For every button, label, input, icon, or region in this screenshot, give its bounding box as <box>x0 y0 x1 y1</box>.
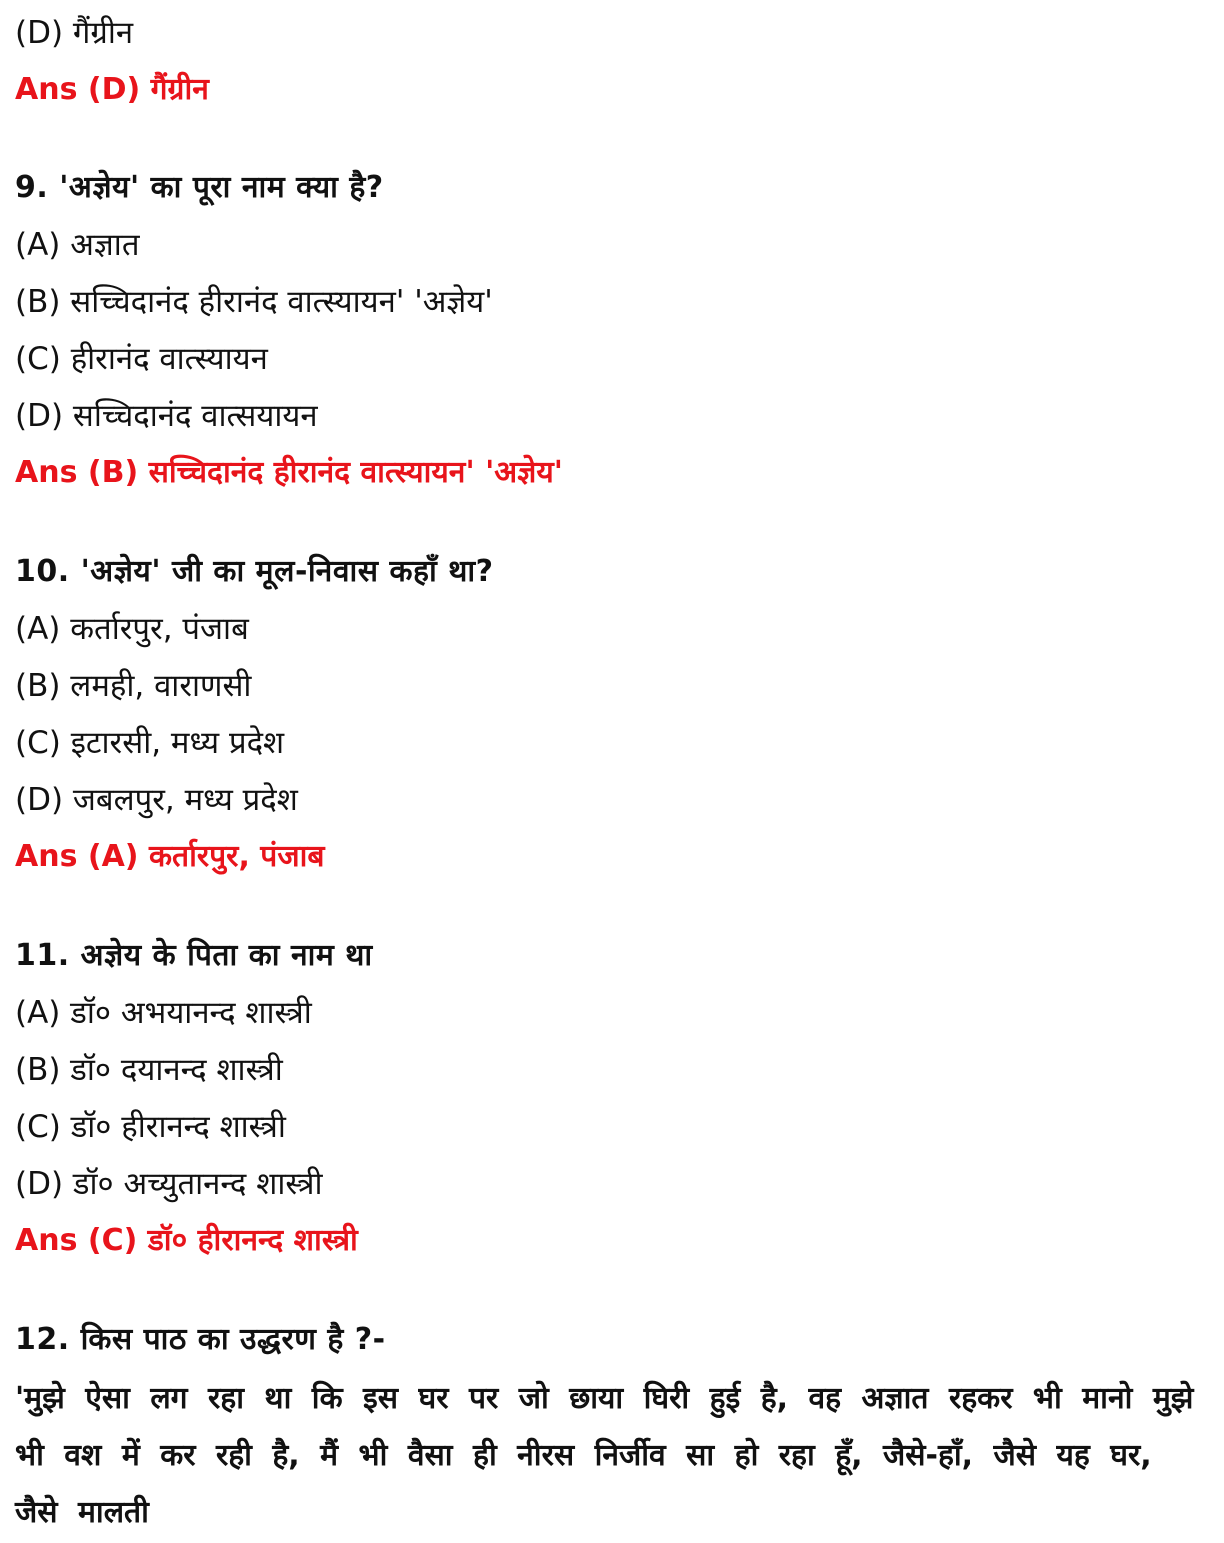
q10-option-d: (D) जबलपुर, मध्य प्रदेश <box>15 782 298 818</box>
q10-option-a: (A) कर्तारपुर, पंजाब <box>15 611 249 647</box>
q9-option-a: (A) अज्ञात <box>15 227 140 263</box>
q10-answer: Ans (A) कर्तारपुर, पंजाब <box>15 839 325 874</box>
q11-option-a: (A) डॉ० अभयानन्द शास्त्री <box>15 995 312 1031</box>
q11-question: 11. अज्ञेय के पिता का नाम था <box>15 938 373 973</box>
q11-answer: Ans (C) डॉ० हीरानन्द शास्त्री <box>15 1223 358 1258</box>
q11-option-b: (B) डॉ० दयानन्द शास्त्री <box>15 1052 283 1088</box>
q9-option-c: (C) हीरानंद वात्स्यायन <box>15 341 268 377</box>
q8-option-d: (D) गैंग्रीन <box>15 15 134 51</box>
q9-question: 9. 'अज्ञेय' का पूरा नाम क्या है? <box>15 170 384 205</box>
q12-passage: 'मुझे ऐसा लग रहा था कि इस घर पर जो छाया घिरी हुई है, वह अज्ञात रहकर भी मानो मुझे भी वश में कर रही है, मैं भी वैसा ही नीरस निर्जीव सा हो रहा हूँ, जैसे-हाँ, जैसे यह घर, जैसे मालती <box>15 1381 1194 1530</box>
q9-option-d: (D) सच्चिदानंद वात्सयायन <box>15 398 318 434</box>
q10-option-c: (C) इटारसी, मध्य प्रदेश <box>15 725 285 761</box>
q9-answer: Ans (B) सच्चिदानंद हीरानंद वात्स्यायन' 'अज्ञेय' <box>15 455 563 490</box>
q10-option-b: (B) लमही, वाराणसी <box>15 668 252 704</box>
q10-question: 10. 'अज्ञेय' जी का मूल-निवास कहाँ था? <box>15 554 494 589</box>
q8-answer: Ans (D) गैंग्रीन <box>15 72 209 107</box>
q11-option-c: (C) डॉ० हीरानन्द शास्त्री <box>15 1109 286 1145</box>
q9-option-b: (B) सच्चिदानंद हीरानंद वात्स्यायन' 'अज्ञेय' <box>15 284 493 320</box>
q12-question: 12. किस पाठ का उद्धरण है ?- <box>15 1322 386 1357</box>
q11-option-d: (D) डॉ० अच्युतानन्द शास्त्री <box>15 1166 323 1202</box>
